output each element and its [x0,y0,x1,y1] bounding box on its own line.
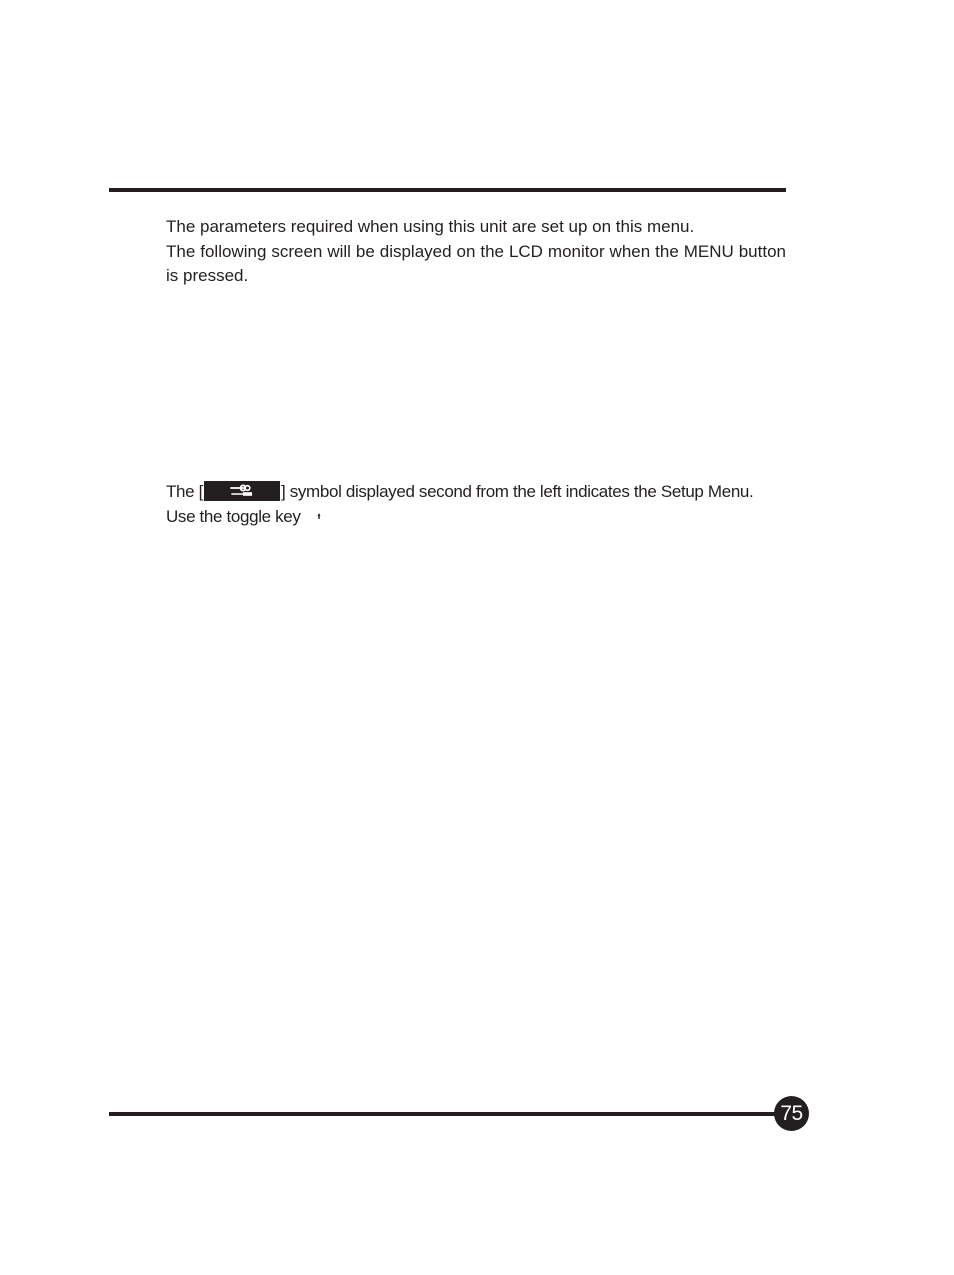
header-rule [109,188,786,192]
setup-note-suffix: ] symbol displayed second from the left indicates the Setup Menu. [281,482,754,501]
setup-note-line-2: Use the toggle key [166,505,806,530]
page-number-badge: 75 [774,1096,809,1131]
setup-tools-icon [204,481,280,501]
setup-note-line-1 [166,480,806,505]
setup-note [166,480,806,529]
toggle-key-icon [315,505,323,517]
intro-line-1: The parameters required when using this unit are set up on this menu. [166,217,695,236]
intro-line-2: The following screen will be displayed on the LCD monitor when the MENU button is pressed. [166,241,786,285]
footer-rule [109,1112,789,1116]
setup-note-prefix: The [ [166,482,203,501]
intro-text [166,215,786,289]
